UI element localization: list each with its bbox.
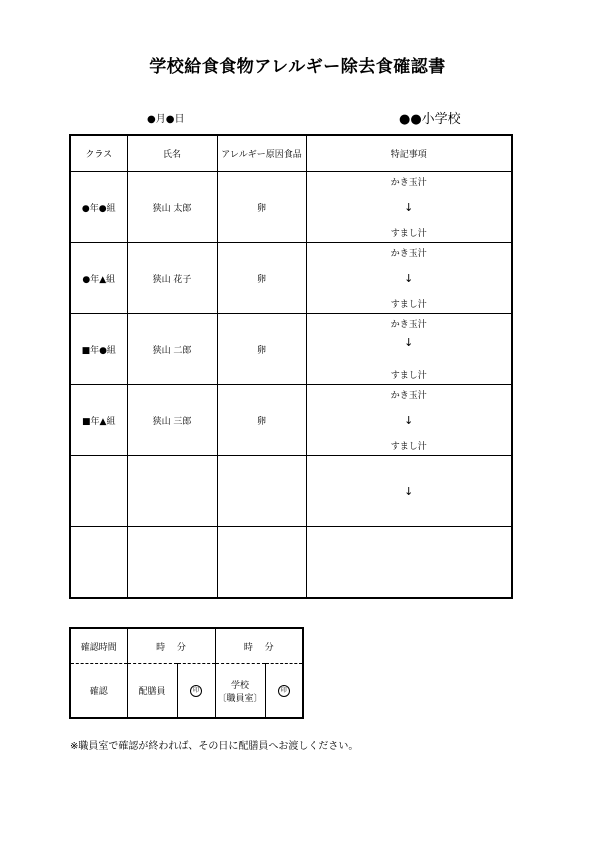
seal-icon: 印 <box>278 685 290 697</box>
cell-notes <box>306 456 512 527</box>
school-label-line2: 〔職員室〕 <box>217 693 263 704</box>
down-arrow-icon: ↓ <box>404 272 414 285</box>
cell-allergen: 卵 <box>217 385 306 456</box>
school-office-label <box>215 664 265 719</box>
cell-name: 狭山 三郎 <box>127 385 217 456</box>
cell-class <box>70 527 127 599</box>
staff-label: 配膳員 <box>127 664 177 719</box>
header-name: 氏名 <box>127 135 217 172</box>
cell-class: ●年▲組 <box>70 243 127 314</box>
note-original-dish: かき玉汁 <box>390 178 427 188</box>
table-row <box>70 243 512 314</box>
cell-notes <box>306 172 512 243</box>
confirm-time-row <box>70 628 303 664</box>
cell-allergen <box>217 527 306 599</box>
down-arrow-icon: ↓ <box>404 414 414 427</box>
time-label: 確認時間 <box>70 628 127 664</box>
header-allergen: アレルギー原因食品 <box>217 135 306 172</box>
cell-allergen <box>217 456 306 527</box>
confirm-label: 確認 <box>70 664 127 719</box>
cell-class: ■年●組 <box>70 314 127 385</box>
header-notes: 特記事項 <box>306 135 512 172</box>
table-row <box>70 527 512 599</box>
school-seal-cell <box>265 664 303 719</box>
down-arrow-icon: ↓ <box>404 485 414 498</box>
time-field-2: 時 分 <box>215 628 303 664</box>
table-header-row <box>70 135 512 172</box>
cell-notes <box>306 385 512 456</box>
cell-allergen: 卵 <box>217 314 306 385</box>
note-substitute-dish: すまし汁 <box>390 300 427 310</box>
down-arrow-icon: ↓ <box>404 336 414 349</box>
confirm-signature-row <box>70 664 303 719</box>
note-substitute-dish: すまし汁 <box>390 371 427 381</box>
cell-allergen: 卵 <box>217 172 306 243</box>
school-label-line1: 学校 <box>230 680 249 691</box>
school-name: ●●小学校 <box>399 112 461 127</box>
cell-name <box>127 527 217 599</box>
note-original-dish: かき玉汁 <box>390 320 427 330</box>
cell-class: ■年▲組 <box>70 385 127 456</box>
table-row <box>70 314 512 385</box>
note-original-dish: かき玉汁 <box>390 249 427 259</box>
cell-name <box>127 456 217 527</box>
table-row <box>70 456 512 527</box>
down-arrow-icon: ↓ <box>404 201 414 214</box>
footer-note: ※職員室で確認が終われば、その日に配膳員へお渡しください。 <box>70 741 359 752</box>
allergy-table <box>69 134 513 599</box>
cell-notes <box>306 527 512 599</box>
cell-name: 狭山 二郎 <box>127 314 217 385</box>
header-class: クラス <box>70 135 127 172</box>
staff-seal-cell <box>177 664 215 719</box>
time-field-1: 時 分 <box>127 628 215 664</box>
note-substitute-dish: すまし汁 <box>390 442 427 452</box>
note-substitute-dish: すまし汁 <box>390 229 427 239</box>
cell-allergen: 卵 <box>217 243 306 314</box>
cell-notes <box>306 314 512 385</box>
cell-notes <box>306 243 512 314</box>
cell-name: 狭山 太郎 <box>127 172 217 243</box>
cell-name: 狭山 花子 <box>127 243 217 314</box>
table-row <box>70 385 512 456</box>
document-title: 学校給食食物アレルギー除去食確認書 <box>149 57 446 77</box>
confirmation-table <box>69 627 304 719</box>
date-label: ●月●日 <box>147 114 185 125</box>
seal-icon: 印 <box>190 685 202 697</box>
note-original-dish: かき玉汁 <box>390 391 427 401</box>
cell-class: ●年●組 <box>70 172 127 243</box>
table-row <box>70 172 512 243</box>
cell-class <box>70 456 127 527</box>
